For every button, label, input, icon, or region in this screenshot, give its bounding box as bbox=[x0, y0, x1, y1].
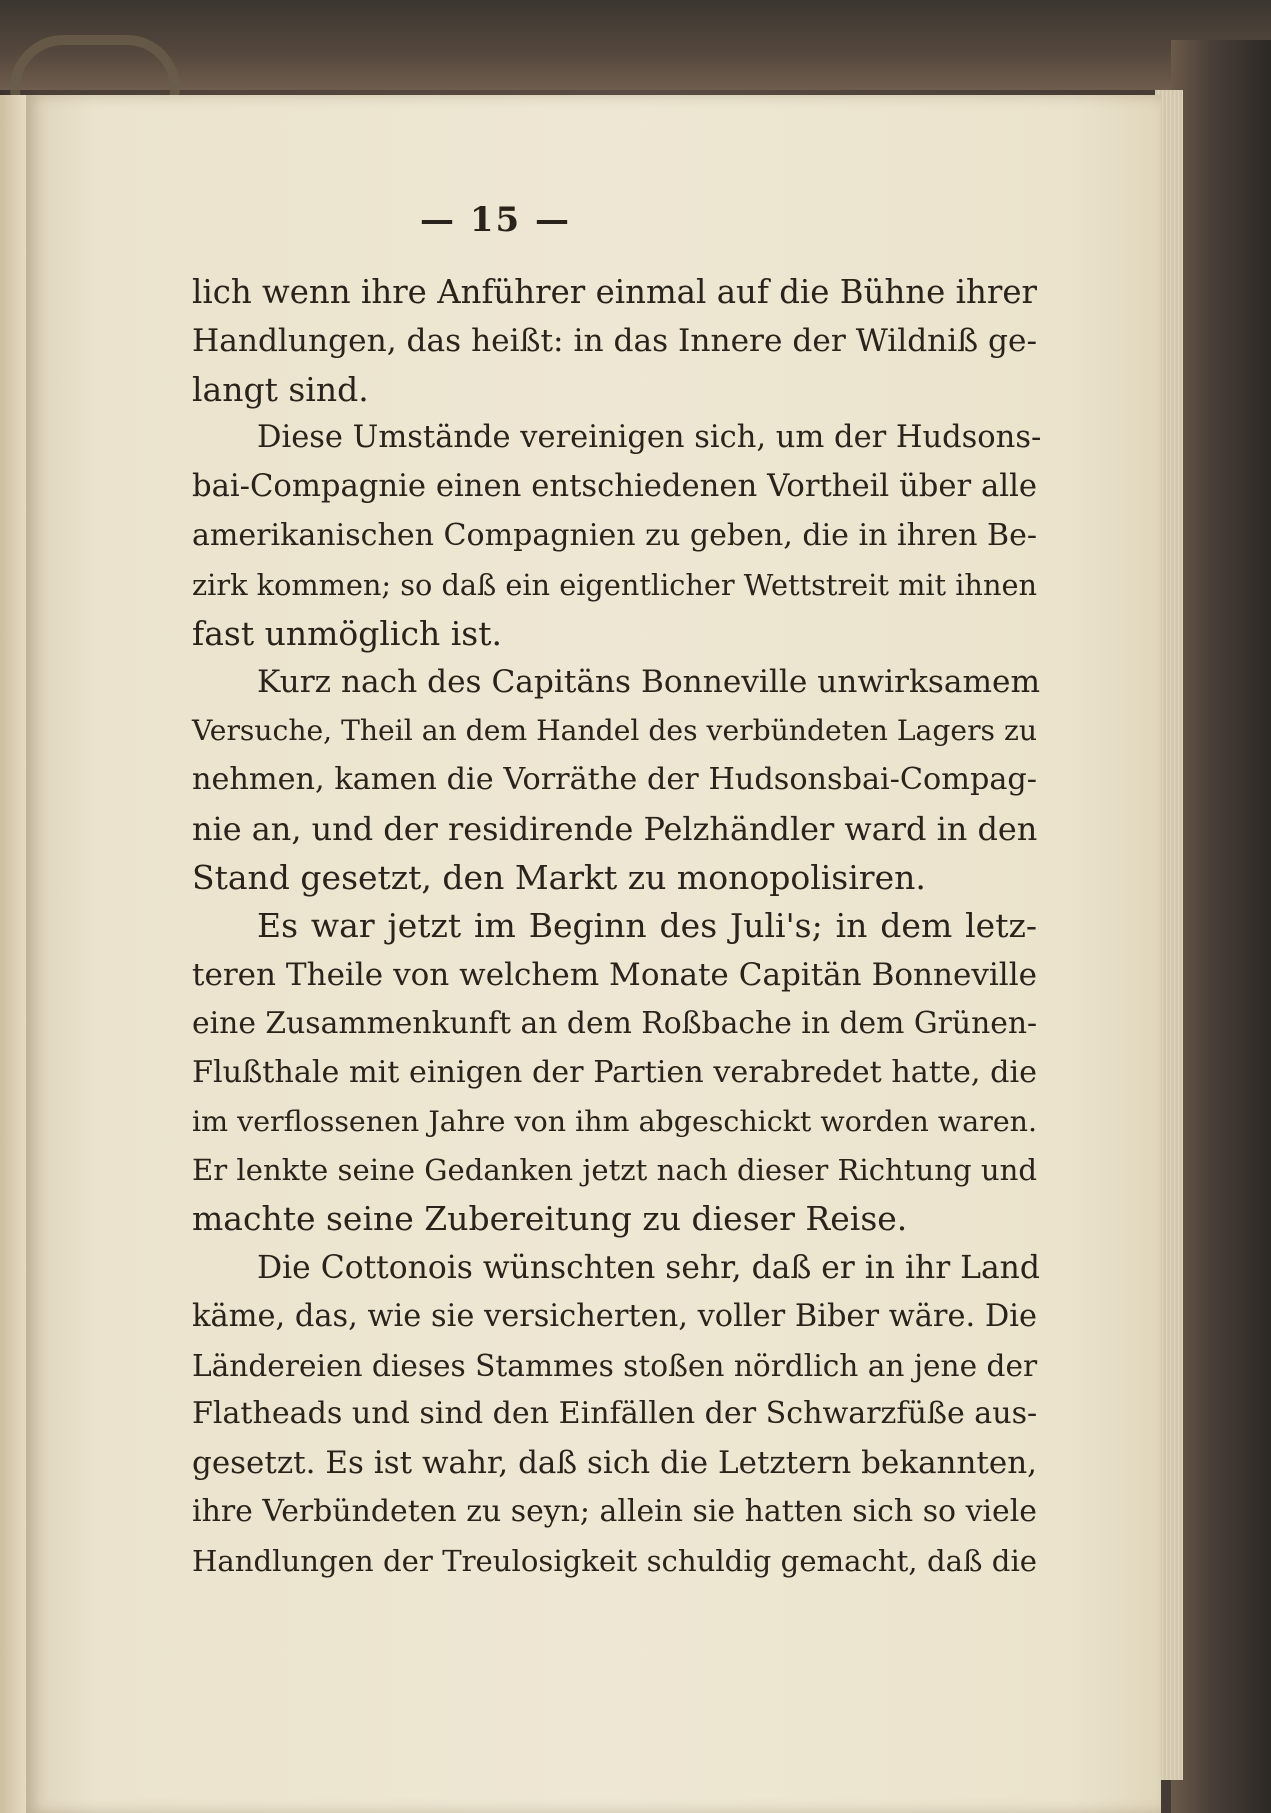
text-line: Es war jetzt im Beginn des Juli's; in dem letz- bbox=[257, 906, 1037, 946]
text-line: bai-Compagnie einen entschiedenen Vortheil über alle bbox=[192, 469, 1037, 505]
book-cover-top bbox=[0, 0, 1271, 90]
page-number: — 15 — bbox=[420, 200, 571, 240]
text-line: ihre Verbündeten zu seyn; allein sie hatten sich so viele bbox=[192, 1493, 1037, 1529]
text-line: nehmen, kamen die Vorräthe der Hudsonsbai-Compag- bbox=[192, 761, 1037, 797]
text-line: lich wenn ihre Anführer einmal auf die Bühne ihrer bbox=[192, 273, 1037, 311]
text-line: Stand gesetzt, den Markt zu monopolisiren. bbox=[192, 857, 926, 897]
text-line: Flatheads und sind den Einfällen der Schwarzfüße aus- bbox=[192, 1396, 1038, 1432]
book-cover-right bbox=[1171, 40, 1271, 1813]
text-line: eine Zusammenkunft an dem Roßbache in dem Grünen- bbox=[192, 1005, 1038, 1041]
text-line: zirk kommen; so daß ein eigentlicher Wettstreit mit ihnen bbox=[192, 567, 1037, 602]
text-line: machte seine Zubereitung zu dieser Reise. bbox=[192, 1199, 908, 1239]
text-line: käme, das, wie sie versicherten, voller Biber wäre. Die bbox=[192, 1298, 1037, 1334]
text-line: Flußthale mit einigen der Partien verabredet hatte, die bbox=[192, 1054, 1037, 1090]
text-line: fast unmöglich ist. bbox=[192, 613, 502, 653]
text-line: Handlungen, das heißt: in das Innere der Wildniß ge- bbox=[192, 322, 1038, 359]
text-line: amerikanischen Compagnien zu geben, die in ihren Be- bbox=[192, 517, 1038, 553]
text-line: Versuche, Theil an dem Handel des verbündeten Lagers zu bbox=[192, 714, 1037, 748]
text-line: langt sind. bbox=[192, 369, 369, 409]
text-line: Diese Umstände vereinigen sich, um der Hudsons- bbox=[257, 420, 1042, 456]
text-line: Ländereien dieses Stammes stoßen nördlich an jene der bbox=[192, 1348, 1038, 1383]
text-line: gesetzt. Es ist wahr, daß sich die Letztern bekannten, bbox=[192, 1445, 1037, 1482]
body-text bbox=[192, 268, 1042, 1586]
text-line: teren Theile von welchem Monate Capitän Bonneville bbox=[192, 957, 1037, 994]
text-line: nie an, und der residirende Pelzhändler ward in den bbox=[192, 809, 1038, 848]
left-page-edge bbox=[0, 95, 26, 1813]
text-line: im verflossenen Jahre von ihm abgeschickt worden waren. bbox=[192, 1104, 1037, 1138]
text-line: Er lenkte seine Gedanken jetzt nach dieser Richtung und bbox=[192, 1153, 1037, 1188]
text-line: Die Cottonois wünschten sehr, daß er in ihr Land bbox=[257, 1249, 1040, 1286]
text-line: Kurz nach des Capitäns Bonneville unwirksamem bbox=[257, 664, 1041, 701]
text-line: Handlungen der Treulosigkeit schuldig gemacht, daß die bbox=[192, 1543, 1037, 1578]
